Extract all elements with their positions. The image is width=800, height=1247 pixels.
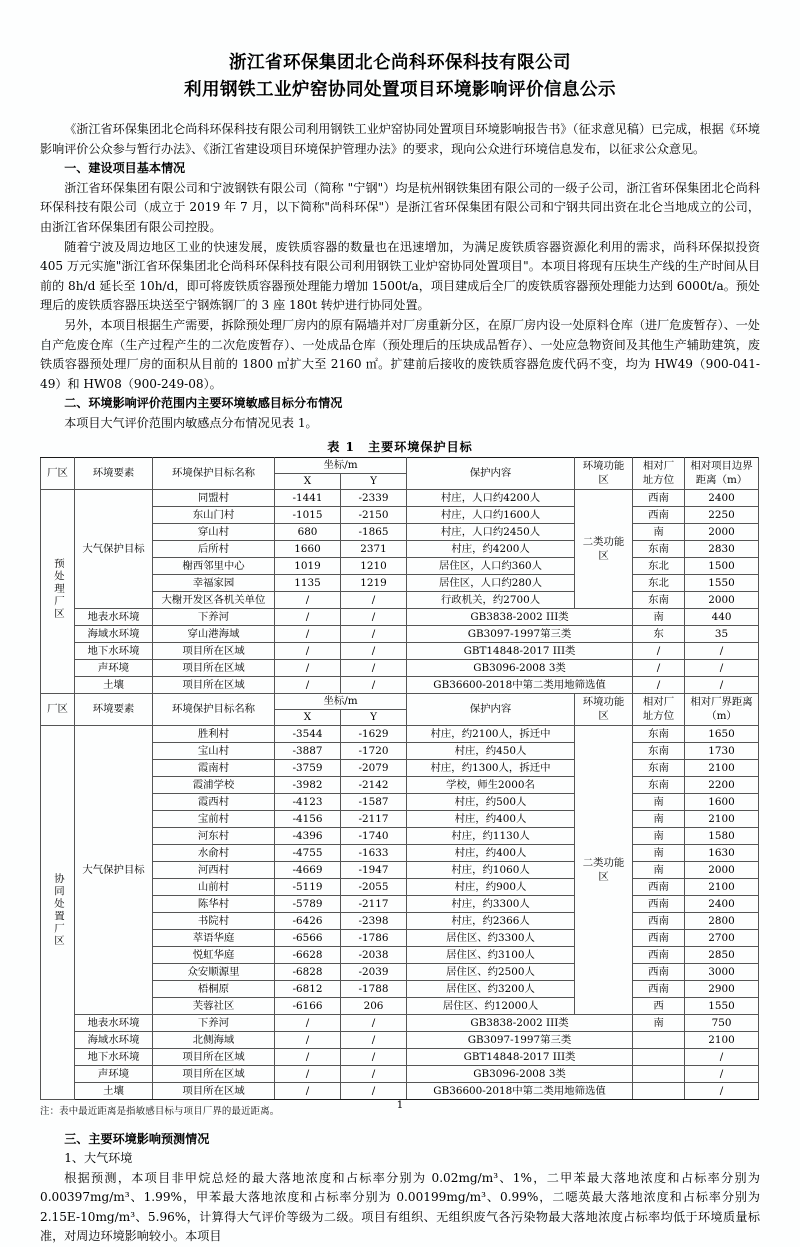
section-1-paragraph-2: 随着宁波及周边地区工业的快速发展，废铁质容器的数量也在迅速增加，为满足废铁质容器资源化利用的需求，尚科环保拟投资 405 万元实施"浙江省环保集团北仑尚科环保科技有限公司利用钢铁工业炉窑协同处置项目"。本项目将现有压块生产线的生产时间从目前的 8h/d 延长至 10h/d，即可将废铁质容器预处理能力增加 1500t/a，项目建成后全厂的废铁质容器预处理能力达到 6000t/a。预处理后的废铁质容器压块送至宁钢炼钢厂的 3 座 180t 转炉进行协同处置。 — [40, 239, 760, 313]
header-distance: 相对厂界距离 （m） — [685, 693, 759, 725]
coord-y-cell: -2117 — [341, 810, 407, 827]
coord-y-cell: / — [341, 608, 407, 625]
coord-x-cell: 1135 — [275, 574, 341, 591]
target-name-cell: 后所村 — [153, 540, 275, 557]
table-row — [41, 1014, 759, 1031]
target-name-cell: 下养河 — [153, 608, 275, 625]
env-element-cell: 大气保护目标 — [75, 489, 153, 608]
protection-content-cell: 村庄，约2100人，拆迁中 — [407, 725, 575, 742]
distance-cell: 2000 — [685, 591, 759, 608]
distance-cell: 2830 — [685, 540, 759, 557]
protection-content-cell: 居住区、约3300人 — [407, 929, 575, 946]
direction-cell: / — [633, 676, 685, 693]
coord-x-cell: / — [275, 1065, 341, 1082]
table-row — [41, 659, 759, 676]
coord-x-cell: -6166 — [275, 997, 341, 1014]
coord-x-cell: / — [275, 659, 341, 676]
coord-x-cell: -4156 — [275, 810, 341, 827]
direction-cell — [633, 1031, 685, 1048]
coord-y-cell: -1786 — [341, 929, 407, 946]
standard-cell: GB3838-2002 III类 — [407, 608, 633, 625]
protection-content-cell: 村庄，约400人 — [407, 810, 575, 827]
header-function-zone: 环境功能 区 — [575, 693, 633, 725]
standard-cell: GB36600-2018中第二类用地筛选值 — [407, 1082, 633, 1099]
target-name-cell: 穿山港海域 — [153, 625, 275, 642]
direction-cell: 西南 — [633, 946, 685, 963]
coord-x-cell: -3544 — [275, 725, 341, 742]
environmental-protection-targets-table — [40, 457, 759, 1100]
header-target-name: 环境保护目标名称 — [153, 457, 275, 489]
title-line-2: 利用钢铁工业炉窑协同处置项目环境影响评价信息公示 — [184, 80, 616, 100]
target-name-cell: 众安顺源里 — [153, 963, 275, 980]
target-name-cell: 宝前村 — [153, 810, 275, 827]
target-name-cell: 幸福家园 — [153, 574, 275, 591]
distance-cell: / — [685, 1082, 759, 1099]
header-coords: 坐标/m — [275, 457, 407, 473]
protection-content-cell: 学校，师生2000名 — [407, 776, 575, 793]
table-row — [41, 625, 759, 642]
distance-cell: 2200 — [685, 776, 759, 793]
table-row — [41, 1031, 759, 1048]
distance-cell: 1630 — [685, 844, 759, 861]
direction-cell: 南 — [633, 1014, 685, 1031]
direction-cell — [633, 1048, 685, 1065]
direction-cell: 南 — [633, 861, 685, 878]
direction-cell: 南 — [633, 810, 685, 827]
distance-cell: / — [685, 1065, 759, 1082]
standard-cell: GB3097-1997第三类 — [407, 625, 633, 642]
direction-cell — [633, 1082, 685, 1099]
header-direction: 相对厂 址方位 — [633, 457, 685, 489]
coord-x-cell: -6828 — [275, 963, 341, 980]
target-name-cell: 项目所在区域 — [153, 1082, 275, 1099]
coord-y-cell: -2079 — [341, 759, 407, 776]
env-element-cell: 地下水环境 — [75, 642, 153, 659]
distance-cell: 2100 — [685, 1031, 759, 1048]
coord-x-cell: -6812 — [275, 980, 341, 997]
distance-cell: 1650 — [685, 725, 759, 742]
page-number: 1 — [396, 1099, 404, 1111]
section-3-paragraph: 根据预测，本项目非甲烷总烃的最大落地浓度和占标率分别为 0.02mg/m³、1%，二甲苯最大落地浓度和占标率分别为 0.00397mg/m³、1.99%，甲苯最大落地浓度和占标率分别为 0.00199mg/m³、0.99%，二噁英最大落地浓度和占标率分别为 2.15E-10mg/m³、5.96%，计算得大气评价等级为二级。项目有组织、无组织废气各污染物最大落地浓度占标率均低于环境质量标准，对周边环境影响较小。本项目 — [40, 1170, 760, 1244]
distance-cell: 3000 — [685, 963, 759, 980]
header-distance: 相对项目边界 距离（m） — [685, 457, 759, 489]
protection-content-cell: 村庄，约4200人 — [407, 540, 575, 557]
coord-y-cell: -1629 — [341, 725, 407, 742]
header-env-element: 环境要素 — [75, 693, 153, 725]
target-name-cell: 水俞村 — [153, 844, 275, 861]
coord-y-cell: -2055 — [341, 878, 407, 895]
direction-cell: 西南 — [633, 895, 685, 912]
env-element-cell: 土壤 — [75, 676, 153, 693]
header-direction: 相对厂 址方位 — [633, 693, 685, 725]
coord-x-cell: -3887 — [275, 742, 341, 759]
coord-y-cell: -2339 — [341, 489, 407, 506]
coord-x-cell: -3982 — [275, 776, 341, 793]
env-element-cell: 地下水环境 — [75, 1048, 153, 1065]
coord-y-cell: / — [341, 1031, 407, 1048]
header-plant-area: 厂区 — [41, 693, 75, 725]
coord-x-cell: -6566 — [275, 929, 341, 946]
coord-y-cell: / — [341, 1065, 407, 1082]
protection-content-cell: 村庄，约450人 — [407, 742, 575, 759]
protection-content-cell: 行政机关，约2700人 — [407, 591, 575, 608]
direction-cell: 西南 — [633, 929, 685, 946]
protection-content-cell: 居住区、约3100人 — [407, 946, 575, 963]
function-zone-cell: 二类功能 区 — [575, 725, 633, 1014]
distance-cell: 2700 — [685, 929, 759, 946]
table-row — [41, 608, 759, 625]
coord-y-cell: / — [341, 1082, 407, 1099]
target-name-cell: 河西村 — [153, 861, 275, 878]
coord-x-cell: 1660 — [275, 540, 341, 557]
protection-content-cell: 村庄，人口约4200人 — [407, 489, 575, 506]
coord-x-cell: / — [275, 1014, 341, 1031]
coord-x-cell: -5789 — [275, 895, 341, 912]
standard-cell: GB3097-1997第三类 — [407, 1031, 633, 1048]
target-name-cell: 悦虹华庭 — [153, 946, 275, 963]
coord-y-cell: -1633 — [341, 844, 407, 861]
coord-y-cell: / — [341, 659, 407, 676]
env-element-cell: 声环境 — [75, 1065, 153, 1082]
header-coord-y: Y — [341, 473, 407, 489]
function-zone-cell: 二类功能 区 — [575, 489, 633, 608]
standard-cell: GBT14848-2017 III类 — [407, 642, 633, 659]
coord-x-cell: -4755 — [275, 844, 341, 861]
direction-cell: / — [633, 642, 685, 659]
env-element-cell: 海域水环境 — [75, 625, 153, 642]
direction-cell: 东南 — [633, 725, 685, 742]
header-target-name: 环境保护目标名称 — [153, 693, 275, 725]
coord-x-cell: / — [275, 625, 341, 642]
header-env-element: 环境要素 — [75, 457, 153, 489]
coord-x-cell: -6426 — [275, 912, 341, 929]
protection-content-cell: 居住区、约12000人 — [407, 997, 575, 1014]
section-2-heading: 二、环境影响评价范围内主要环境敏感目标分布情况 — [64, 396, 343, 411]
target-name-cell: 项目所在区域 — [153, 659, 275, 676]
section-3-heading: 三、主要环境影响预测情况 — [64, 1131, 210, 1146]
header-coord-y: Y — [341, 709, 407, 725]
direction-cell: 东南 — [633, 591, 685, 608]
coord-y-cell: -2039 — [341, 963, 407, 980]
header-coord-x: X — [275, 473, 341, 489]
protection-content-cell: 居住区、约3200人 — [407, 980, 575, 997]
target-name-cell: 梧桐原 — [153, 980, 275, 997]
protection-content-cell: 村庄，约400人 — [407, 844, 575, 861]
target-name-cell: 项目所在区域 — [153, 676, 275, 693]
section-1-heading: 一、建设项目基本情况 — [64, 161, 186, 176]
distance-cell: 2100 — [685, 810, 759, 827]
table-row — [41, 725, 759, 742]
coord-x-cell: / — [275, 1031, 341, 1048]
target-name-cell: 穿山村 — [153, 523, 275, 540]
direction-cell: 东南 — [633, 759, 685, 776]
direction-cell: 南 — [633, 844, 685, 861]
direction-cell: 东北 — [633, 557, 685, 574]
standard-cell: GBT14848-2017 III类 — [407, 1048, 633, 1065]
coord-y-cell: / — [341, 591, 407, 608]
table-1-caption: 表 1 主要环境保护目标 — [327, 439, 473, 454]
direction-cell: 东北 — [633, 574, 685, 591]
direction-cell — [633, 1065, 685, 1082]
direction-cell: 南 — [633, 827, 685, 844]
table-row — [41, 693, 759, 709]
target-name-cell: 项目所在区域 — [153, 1048, 275, 1065]
direction-cell: 西南 — [633, 980, 685, 997]
protection-content-cell: 村庄，人口约1600人 — [407, 506, 575, 523]
direction-cell: 南 — [633, 523, 685, 540]
coord-x-cell: / — [275, 608, 341, 625]
header-function-zone: 环境功能 区 — [575, 457, 633, 489]
coord-y-cell: -2038 — [341, 946, 407, 963]
header-coord-x: X — [275, 709, 341, 725]
direction-cell: 西南 — [633, 963, 685, 980]
section-3-sub-heading: 1、大气环境 — [64, 1151, 133, 1166]
target-name-cell: 宝山村 — [153, 742, 275, 759]
coord-x-cell: / — [275, 676, 341, 693]
distance-cell: 35 — [685, 625, 759, 642]
coord-x-cell: 680 — [275, 523, 341, 540]
coord-y-cell: -1788 — [341, 980, 407, 997]
table-row — [41, 676, 759, 693]
direction-cell: 西南 — [633, 878, 685, 895]
distance-cell: 1550 — [685, 574, 759, 591]
protection-content-cell: 居住区，人口约360人 — [407, 557, 575, 574]
coord-y-cell: -2142 — [341, 776, 407, 793]
distance-cell: 2900 — [685, 980, 759, 997]
table-row — [41, 1065, 759, 1082]
table-row — [41, 642, 759, 659]
env-element-cell: 大气保护目标 — [75, 725, 153, 1014]
env-element-cell: 土壤 — [75, 1082, 153, 1099]
coord-y-cell: / — [341, 676, 407, 693]
direction-cell: 东 — [633, 625, 685, 642]
protection-content-cell: 村庄，约1130人 — [407, 827, 575, 844]
table-body — [41, 457, 759, 1099]
target-name-cell: 霞浦学校 — [153, 776, 275, 793]
plant-area-cell: 协同处置厂区 — [41, 725, 75, 1099]
coord-x-cell: -3759 — [275, 759, 341, 776]
coord-y-cell: / — [341, 1048, 407, 1065]
coord-x-cell: / — [275, 642, 341, 659]
distance-cell: 2000 — [685, 523, 759, 540]
target-name-cell: 项目所在区域 — [153, 1065, 275, 1082]
direction-cell: 西南 — [633, 912, 685, 929]
direction-cell: 南 — [633, 793, 685, 810]
distance-cell: 1550 — [685, 997, 759, 1014]
distance-cell: 2850 — [685, 946, 759, 963]
coord-x-cell: -4396 — [275, 827, 341, 844]
distance-cell: 1500 — [685, 557, 759, 574]
section-1-paragraph-1: 浙江省环保集团有限公司和宁波钢铁有限公司（简称 "宁钢"）均是杭州钢铁集团有限公司的一级子公司，浙江省环保集团北仑尚科环保科技有限公司（成立于 2019 年 7 月，以下简称"尚科环保"）是浙江省环保集团有限公司和宁钢共同出资在北仑当地成立的公司，由浙江省环保集团有限公司控股。 — [40, 180, 760, 234]
protection-content-cell: 村庄，约1300人，拆迁中 — [407, 759, 575, 776]
table-1-wrapper — [40, 457, 760, 1100]
target-name-cell: 萃语华庭 — [153, 929, 275, 946]
protection-content-cell: 村庄，约2366人 — [407, 912, 575, 929]
header-content: 保护内容 — [407, 457, 575, 489]
env-element-cell: 地表水环境 — [75, 1014, 153, 1031]
intro-paragraph: 《浙江省环保集团北仑尚科环保科技有限公司利用钢铁工业炉窑协同处置项目环境影响报告书》（征求意见稿）已完成，根据《环境影响评价公众参与暂行办法》、《浙江省建设项目环境保护管理办法》的要求，现向公众进行环境信息发布，以征求公众意见。 — [40, 122, 760, 156]
protection-content-cell: 居住区，人口约280人 — [407, 574, 575, 591]
distance-cell: / — [685, 642, 759, 659]
target-name-cell: 大榭开发区各机关单位 — [153, 591, 275, 608]
distance-cell: 440 — [685, 608, 759, 625]
coord-x-cell: 1019 — [275, 557, 341, 574]
target-name-cell: 芙蓉社区 — [153, 997, 275, 1014]
distance-cell: 2800 — [685, 912, 759, 929]
distance-cell: / — [685, 1048, 759, 1065]
distance-cell: 1600 — [685, 793, 759, 810]
protection-content-cell: 村庄，约3300人 — [407, 895, 575, 912]
distance-cell: / — [685, 659, 759, 676]
table-row — [41, 1082, 759, 1099]
coord-y-cell: / — [341, 625, 407, 642]
coord-x-cell: -1015 — [275, 506, 341, 523]
target-name-cell: 下养河 — [153, 1014, 275, 1031]
coord-y-cell: -1720 — [341, 742, 407, 759]
target-name-cell: 山前村 — [153, 878, 275, 895]
section-2-lead: 本项目大气评价范围内敏感点分布情况见表 1。 — [64, 415, 318, 430]
target-name-cell: 项目所在区域 — [153, 642, 275, 659]
coord-x-cell: -1441 — [275, 489, 341, 506]
direction-cell: 西南 — [633, 506, 685, 523]
env-element-cell: 海域水环境 — [75, 1031, 153, 1048]
section-1-paragraph-3: 另外，本项目根据生产需要，拆除预处理厂房内的原有隔墙并对厂房重新分区，在原厂房内设一处原料仓库（进厂危废暂存）、一处自产危废仓库（生产过程产生的二次危废暂存）、一处成品仓库（预处理后的压块成品暂存）、一处应急物资间及其他生产辅助建筑，废铁质容器预处理厂房的面积从目前的 1800 ㎡扩大至 2160 ㎡。扩建前后接收的废铁质容器危废代码不变，均为 HW49（900-041-49）和 HW08（900-249-08）。 — [40, 317, 760, 391]
target-name-cell: 东山门村 — [153, 506, 275, 523]
distance-cell: 2100 — [685, 759, 759, 776]
coord-y-cell: / — [341, 642, 407, 659]
env-element-cell: 地表水环境 — [75, 608, 153, 625]
standard-cell: GB36600-2018中第二类用地筛选值 — [407, 676, 633, 693]
distance-cell: 2400 — [685, 489, 759, 506]
standard-cell: GB3838-2002 III类 — [407, 1014, 633, 1031]
distance-cell: 2100 — [685, 878, 759, 895]
coord-y-cell: 206 — [341, 997, 407, 1014]
coord-y-cell: 1210 — [341, 557, 407, 574]
coord-y-cell: 2371 — [341, 540, 407, 557]
coord-y-cell: -1947 — [341, 861, 407, 878]
direction-cell: 东南 — [633, 742, 685, 759]
coord-x-cell: -5119 — [275, 878, 341, 895]
coord-y-cell: -1865 — [341, 523, 407, 540]
coord-y-cell: -2398 — [341, 912, 407, 929]
document-title — [40, 50, 760, 104]
target-name-cell: 书院村 — [153, 912, 275, 929]
coord-x-cell: / — [275, 1082, 341, 1099]
table-row — [41, 1048, 759, 1065]
coord-x-cell: -6628 — [275, 946, 341, 963]
table-row — [41, 489, 759, 506]
coord-x-cell: / — [275, 1048, 341, 1065]
standard-cell: GB3096-2008 3类 — [407, 659, 633, 676]
coord-y-cell: -2150 — [341, 506, 407, 523]
protection-content-cell: 村庄，约500人 — [407, 793, 575, 810]
protection-content-cell: 村庄，约900人 — [407, 878, 575, 895]
table-row — [41, 457, 759, 473]
direction-cell: / — [633, 659, 685, 676]
header-plant-area: 厂区 — [41, 457, 75, 489]
coord-x-cell: -4669 — [275, 861, 341, 878]
target-name-cell: 霞西村 — [153, 793, 275, 810]
direction-cell: 西 — [633, 997, 685, 1014]
target-name-cell: 北侧海域 — [153, 1031, 275, 1048]
direction-cell: 东南 — [633, 540, 685, 557]
distance-cell: 1730 — [685, 742, 759, 759]
title-line-1: 浙江省环保集团北仑尚科环保科技有限公司 — [229, 53, 571, 73]
target-name-cell: 河东村 — [153, 827, 275, 844]
distance-cell: 1580 — [685, 827, 759, 844]
coord-y-cell: -1740 — [341, 827, 407, 844]
direction-cell: 东南 — [633, 776, 685, 793]
coord-y-cell: 1219 — [341, 574, 407, 591]
env-element-cell: 声环境 — [75, 659, 153, 676]
target-name-cell: 榭西邻里中心 — [153, 557, 275, 574]
coord-y-cell: -1587 — [341, 793, 407, 810]
coord-y-cell: / — [341, 1014, 407, 1031]
standard-cell: GB3096-2008 3类 — [407, 1065, 633, 1082]
direction-cell: 西南 — [633, 489, 685, 506]
header-content: 保护内容 — [407, 693, 575, 725]
distance-cell: / — [685, 676, 759, 693]
distance-cell: 750 — [685, 1014, 759, 1031]
distance-cell: 2400 — [685, 895, 759, 912]
distance-cell: 2000 — [685, 861, 759, 878]
target-name-cell: 同盟村 — [153, 489, 275, 506]
coord-x-cell: -4123 — [275, 793, 341, 810]
header-coords: 坐标/m — [275, 693, 407, 709]
coord-x-cell: / — [275, 591, 341, 608]
table-note: 注：表中最近距离是指敏感目标与项目厂界的最近距离。 — [40, 1105, 280, 1117]
plant-area-cell: 预处理厂区 — [41, 489, 75, 693]
protection-content-cell: 居住区、约2500人 — [407, 963, 575, 980]
target-name-cell: 霞南村 — [153, 759, 275, 776]
target-name-cell: 胜利村 — [153, 725, 275, 742]
protection-content-cell: 村庄，人口约2450人 — [407, 523, 575, 540]
coord-y-cell: -2117 — [341, 895, 407, 912]
protection-content-cell: 村庄，约1060人 — [407, 861, 575, 878]
target-name-cell: 陈华村 — [153, 895, 275, 912]
distance-cell: 2250 — [685, 506, 759, 523]
direction-cell: 南 — [633, 608, 685, 625]
